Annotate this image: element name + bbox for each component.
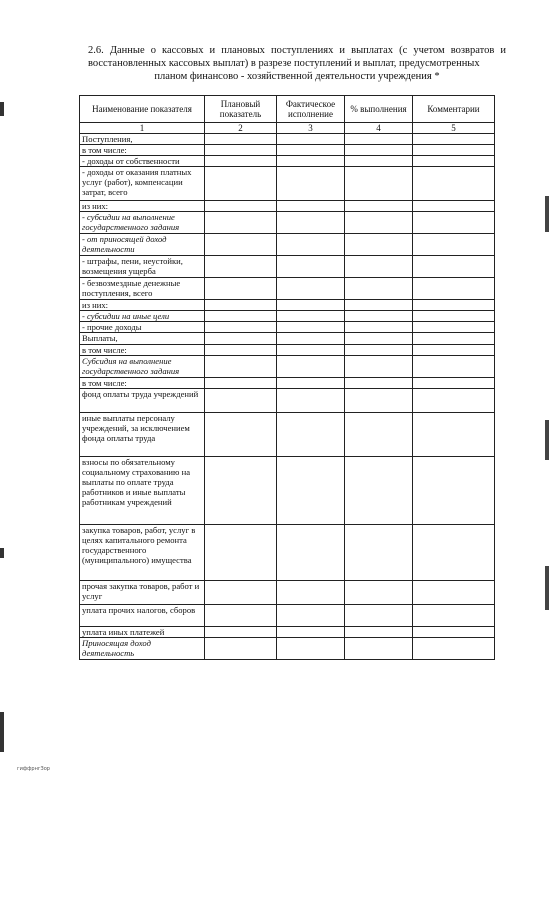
comment-cell[interactable] [413,145,495,156]
actual-cell[interactable] [277,638,345,660]
planned-cell[interactable] [205,356,277,378]
planned-cell[interactable] [205,201,277,212]
actual-cell[interactable] [277,256,345,278]
percent-cell[interactable] [345,605,413,627]
row-label: иные выплаты персоналу учреждений, за исключением фонда оплаты труда [80,413,205,457]
row-label: - безвозмездные денежные поступления, всего [80,278,205,300]
table-row [80,378,495,389]
actual-cell[interactable] [277,156,345,167]
row-label: Субсидия на выполнение государственного задания [80,356,205,378]
heading-line-2: планом финансово - хозяйственной деятельности учреждения * [154,71,440,82]
planned-cell[interactable] [205,627,277,638]
row-label: взносы по обязательному социальному страхованию на выплаты по оплате труда работников и иные выплаты работникам учреждений [80,457,205,525]
scan-edge-mark [0,712,4,752]
column-header: Наименование показателя [80,96,205,123]
row-label: фонд оплаты труда учреждений [80,389,205,413]
percent-cell[interactable] [345,300,413,311]
scan-edge-mark [0,102,4,116]
actual-cell[interactable] [277,311,345,322]
column-header: Фактическое исполнение [277,96,345,123]
table-row [80,345,495,356]
planned-cell[interactable] [205,167,277,201]
column-number-row [80,123,495,134]
table-row [80,356,495,378]
planned-cell[interactable] [205,638,277,660]
scan-edge-mark [0,548,4,558]
percent-cell[interactable] [345,311,413,322]
table-row [80,627,495,638]
actual-cell[interactable] [277,278,345,300]
comment-cell[interactable] [413,638,495,660]
percent-cell[interactable] [345,278,413,300]
comment-cell[interactable] [413,389,495,413]
planned-cell[interactable] [205,345,277,356]
comment-cell[interactable] [413,201,495,212]
planned-cell[interactable] [205,605,277,627]
table-row [80,457,495,525]
actual-cell[interactable] [277,333,345,345]
percent-cell[interactable] [345,145,413,156]
percent-cell[interactable] [345,457,413,525]
table-row [80,201,495,212]
planned-cell[interactable] [205,413,277,457]
actual-cell[interactable] [277,389,345,413]
actual-cell[interactable] [277,605,345,627]
row-label: из них: [80,300,205,311]
planned-cell[interactable] [205,525,277,581]
column-number: 3 [277,123,345,134]
actual-cell[interactable] [277,134,345,145]
section-heading [88,44,506,83]
actual-cell[interactable] [277,201,345,212]
table-row [80,311,495,322]
planned-cell[interactable] [205,581,277,605]
actual-cell[interactable] [277,525,345,581]
row-label: в том числе: [80,145,205,156]
row-label: из них: [80,201,205,212]
percent-cell[interactable] [345,581,413,605]
comment-cell[interactable] [413,627,495,638]
comment-cell[interactable] [413,234,495,256]
comment-cell[interactable] [413,212,495,234]
row-label: закупка товаров, работ, услуг в целях капитального ремонта государственного (муниципального) имущества [80,525,205,581]
comment-cell[interactable] [413,581,495,605]
scan-edge-mark [545,566,549,610]
comment-cell[interactable] [413,413,495,457]
comment-cell[interactable] [413,345,495,356]
actual-cell[interactable] [277,457,345,525]
row-label: уплата иных платежей [80,627,205,638]
row-label: - доходы от оказания платных услуг (работ), компенсации затрат, всего [80,167,205,201]
column-header: Плановый показатель [205,96,277,123]
percent-cell[interactable] [345,156,413,167]
column-number: 5 [413,123,495,134]
percent-cell[interactable] [345,356,413,378]
planned-cell[interactable] [205,300,277,311]
planned-cell[interactable] [205,212,277,234]
percent-cell[interactable] [345,638,413,660]
table-row [80,581,495,605]
scan-edge-mark [545,420,549,460]
table-row [80,389,495,413]
column-number: 1 [80,123,205,134]
footer-mark: гиффрнгЗор [17,766,50,772]
percent-cell[interactable] [345,212,413,234]
comment-cell[interactable] [413,311,495,322]
comment-cell[interactable] [413,167,495,201]
planned-cell[interactable] [205,311,277,322]
planned-cell[interactable] [205,134,277,145]
percent-cell[interactable] [345,413,413,457]
actual-cell[interactable] [277,627,345,638]
table-header-row [80,96,495,123]
planned-cell[interactable] [205,389,277,413]
comment-cell[interactable] [413,378,495,389]
planned-cell[interactable] [205,322,277,333]
comment-cell[interactable] [413,333,495,345]
percent-cell[interactable] [345,134,413,145]
planned-cell[interactable] [205,256,277,278]
comment-cell[interactable] [413,278,495,300]
row-label: - субсидии на выполнение государственного задания [80,212,205,234]
comment-cell[interactable] [413,322,495,333]
comment-cell[interactable] [413,605,495,627]
table-row [80,134,495,145]
row-label: Поступления, [80,134,205,145]
comment-cell[interactable] [413,356,495,378]
table-row [80,167,495,201]
percent-cell[interactable] [345,378,413,389]
actual-cell[interactable] [277,300,345,311]
comment-cell[interactable] [413,156,495,167]
comment-cell[interactable] [413,300,495,311]
actual-cell[interactable] [277,378,345,389]
table-row [80,156,495,167]
table-row [80,145,495,156]
percent-cell[interactable] [345,322,413,333]
row-label: - от приносящей доход деятельности [80,234,205,256]
percent-cell[interactable] [345,333,413,345]
planned-cell[interactable] [205,156,277,167]
actual-cell[interactable] [277,167,345,201]
actual-cell[interactable] [277,145,345,156]
table-row [80,256,495,278]
table-row [80,234,495,256]
column-number: 4 [345,123,413,134]
comment-cell[interactable] [413,525,495,581]
scan-edge-mark [545,196,549,232]
table-row [80,300,495,311]
row-label: - прочие доходы [80,322,205,333]
column-number: 2 [205,123,277,134]
actual-cell[interactable] [277,356,345,378]
actual-cell[interactable] [277,581,345,605]
percent-cell[interactable] [345,201,413,212]
row-label: - доходы от собственности [80,156,205,167]
percent-cell[interactable] [345,234,413,256]
comment-cell[interactable] [413,256,495,278]
row-label: - штрафы, пени, неустойки, возмещения ущерба [80,256,205,278]
table-row [80,333,495,345]
percent-cell[interactable] [345,525,413,581]
planned-cell[interactable] [205,457,277,525]
comment-cell[interactable] [413,134,495,145]
heading-line-1: 2.6. Данные о кассовых и плановых поступлениях и выплатах (с учетом возвратов и восстановленных кассовых выплат) в разрезе поступлений и выплат, предусмотренных [88,45,506,69]
table-row [80,278,495,300]
planned-cell[interactable] [205,278,277,300]
row-label: прочая закупка товаров, работ и услуг [80,581,205,605]
table-row [80,605,495,627]
planned-cell[interactable] [205,145,277,156]
row-label: - субсидии на иные цели [80,311,205,322]
planned-cell[interactable] [205,333,277,345]
actual-cell[interactable] [277,212,345,234]
row-label: уплата прочих налогов, сборов [80,605,205,627]
planned-cell[interactable] [205,234,277,256]
row-label: Выплаты, [80,333,205,345]
percent-cell[interactable] [345,167,413,201]
actual-cell[interactable] [277,413,345,457]
row-label: Приносящая доход деятельность [80,638,205,660]
table-row [80,413,495,457]
percent-cell[interactable] [345,627,413,638]
row-label: в том числе: [80,345,205,356]
comment-cell[interactable] [413,457,495,525]
table-row [80,638,495,660]
percent-cell[interactable] [345,389,413,413]
report-table [79,95,495,660]
table-row [80,212,495,234]
percent-cell[interactable] [345,345,413,356]
actual-cell[interactable] [277,234,345,256]
planned-cell[interactable] [205,378,277,389]
row-label: в том числе: [80,378,205,389]
column-header: Комментарии [413,96,495,123]
column-header: % выполнения [345,96,413,123]
table-row [80,322,495,333]
percent-cell[interactable] [345,256,413,278]
table-row [80,525,495,581]
actual-cell[interactable] [277,322,345,333]
actual-cell[interactable] [277,345,345,356]
